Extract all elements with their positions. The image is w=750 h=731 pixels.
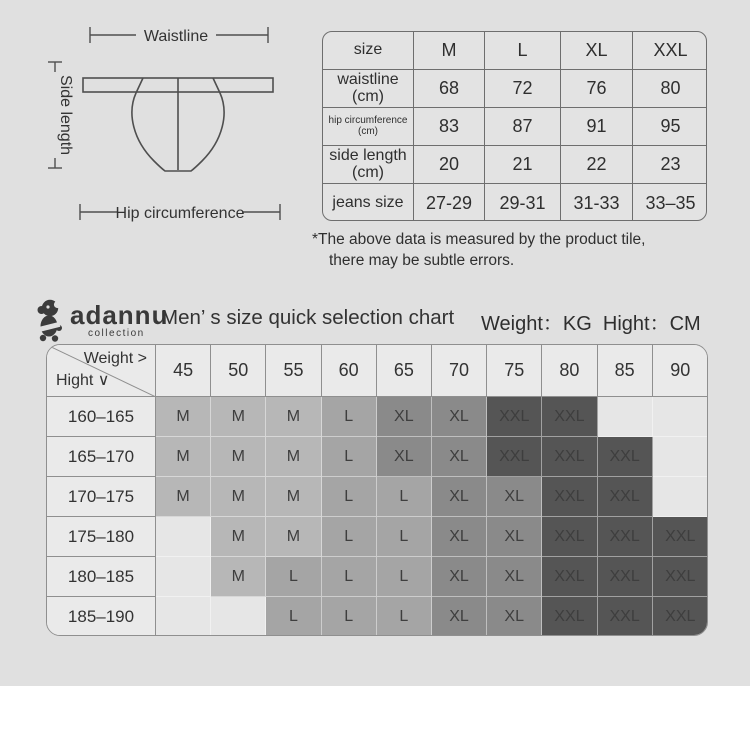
- matrix-size-cell: M: [211, 397, 266, 437]
- matrix-size-cell: [653, 477, 708, 517]
- matrix-size-cell: XL: [432, 557, 487, 597]
- size-table-value-cell: 29-31: [485, 184, 561, 221]
- matrix-size-cell: L: [322, 517, 377, 557]
- matrix-size-cell: M: [211, 517, 266, 557]
- matrix-weight-header: 45: [156, 345, 211, 397]
- row-label-unit: (cm): [352, 163, 384, 181]
- row-label-text: jeans size: [332, 193, 404, 211]
- matrix-weight-header: 90: [653, 345, 708, 397]
- matrix-size-cell: M: [266, 477, 321, 517]
- matrix-size-cell: XXL: [598, 597, 653, 636]
- matrix-size-cell: XL: [487, 477, 542, 517]
- size-table-value-cell: 91: [561, 108, 633, 146]
- matrix-size-cell: XL: [487, 557, 542, 597]
- matrix-size-cell: XL: [487, 597, 542, 636]
- size-table-value-cell: 80: [633, 70, 707, 108]
- matrix-size-cell: XXL: [598, 557, 653, 597]
- matrix-size-cell: M: [211, 437, 266, 477]
- side-length-label: Side length: [57, 74, 74, 156]
- size-table-column-header: M: [414, 32, 485, 70]
- size-table-value-cell: 21: [485, 146, 561, 184]
- chart-title: Men’ s size quick selection chart: [161, 306, 455, 329]
- matrix-size-cell: XL: [432, 397, 487, 437]
- matrix-size-cell: [598, 397, 653, 437]
- matrix-size-cell: [653, 437, 708, 477]
- matrix-size-cell: M: [156, 437, 211, 477]
- matrix-size-cell: L: [322, 597, 377, 636]
- size-table-value-cell: 23: [633, 146, 707, 184]
- matrix-size-cell: L: [377, 557, 432, 597]
- note-line-2: there may be subtle errors.: [329, 252, 515, 269]
- matrix-weight-header: 80: [542, 345, 597, 397]
- matrix-size-cell: XL: [377, 437, 432, 477]
- matrix-size-cell: [156, 517, 211, 557]
- matrix-size-cell: XXL: [542, 557, 597, 597]
- matrix-size-cell: XL: [377, 397, 432, 437]
- matrix-size-cell: XXL: [542, 477, 597, 517]
- size-table-column-header: XXL: [633, 32, 707, 70]
- matrix-weight-header: 85: [598, 345, 653, 397]
- matrix-size-cell: M: [156, 477, 211, 517]
- row-label-unit: (cm): [352, 87, 384, 105]
- matrix-size-cell: L: [377, 477, 432, 517]
- matrix-size-cell: L: [322, 437, 377, 477]
- matrix-size-cell: L: [322, 477, 377, 517]
- matrix-size-cell: XXL: [598, 517, 653, 557]
- size-table-row-label: [323, 108, 414, 146]
- size-table-value-cell: 27-29: [414, 184, 485, 221]
- matrix-size-cell: XXL: [487, 397, 542, 437]
- matrix-size-cell: L: [377, 517, 432, 557]
- thong-outline: [83, 78, 273, 171]
- size-table-column-header: XL: [561, 32, 633, 70]
- waistline-label: Waistline: [143, 28, 209, 45]
- matrix-size-cell: XL: [432, 437, 487, 477]
- matrix-size-cell: L: [266, 597, 321, 636]
- matrix-size-cell: XXL: [653, 517, 708, 557]
- size-table-value-cell: 83: [414, 108, 485, 146]
- matrix-size-cell: XXL: [598, 437, 653, 477]
- size-table-row-label: [323, 70, 414, 108]
- matrix-weight-header: 55: [266, 345, 321, 397]
- row-label-text: side length: [329, 146, 407, 164]
- matrix-size-cell: M: [211, 557, 266, 597]
- size-table-value-cell: 33–35: [645, 192, 696, 213]
- matrix-height-label: 160–165: [47, 397, 156, 437]
- matrix-size-cell: M: [266, 437, 321, 477]
- matrix-size-cell: XL: [432, 597, 487, 636]
- matrix-height-label: 185–190: [47, 597, 156, 636]
- matrix-size-cell: XXL: [653, 557, 708, 597]
- row-label-text: hip circumference: [328, 115, 408, 126]
- matrix-height-label: 175–180: [47, 517, 156, 557]
- matrix-size-cell: XXL: [653, 597, 708, 636]
- size-table-value-cell: 22: [561, 146, 633, 184]
- size-table-value-cell: 20: [414, 146, 485, 184]
- matrix-weight-header: 70: [432, 345, 487, 397]
- matrix-size-cell: M: [211, 477, 266, 517]
- corner-height-label: Hight ∨: [56, 372, 110, 389]
- size-table-corner-header: size: [323, 32, 414, 70]
- units-legend: Weight：KG Hight：CM: [481, 313, 701, 335]
- matrix-weight-header: 65: [377, 345, 432, 397]
- matrix-size-cell: M: [156, 397, 211, 437]
- matrix-weight-header: 60: [322, 345, 377, 397]
- corner-weight-label: Weight >: [83, 350, 147, 367]
- row-label-unit: (cm): [358, 125, 378, 137]
- thong-measurement-diagram: [0, 10, 310, 240]
- matrix-size-cell: L: [322, 397, 377, 437]
- hip-circumference-label: Hip circumference: [115, 205, 245, 222]
- matrix-size-cell: M: [266, 517, 321, 557]
- size-table-value-cell: 95: [633, 108, 707, 146]
- size-table-row-label: [323, 146, 414, 184]
- matrix-size-cell: XXL: [542, 517, 597, 557]
- measurement-note: [312, 229, 712, 271]
- matrix-corner-cell: [47, 345, 156, 397]
- matrix-size-cell: L: [322, 557, 377, 597]
- size-table-row-label: [323, 184, 414, 221]
- matrix-size-cell: [211, 597, 266, 636]
- brand-subtitle: collection: [88, 328, 145, 339]
- size-table-value-cell: 87: [485, 108, 561, 146]
- matrix-size-cell: XXL: [487, 437, 542, 477]
- matrix-size-cell: XXL: [542, 597, 597, 636]
- size-table-value-cell: 72: [485, 70, 561, 108]
- matrix-height-label: 170–175: [47, 477, 156, 517]
- matrix-size-cell: [156, 597, 211, 636]
- size-table-value-cell: 31-33: [561, 184, 633, 221]
- matrix-height-label: 180–185: [47, 557, 156, 597]
- matrix-size-cell: L: [377, 597, 432, 636]
- size-table-value-cell: 68: [414, 70, 485, 108]
- matrix-size-cell: XXL: [542, 397, 597, 437]
- size-table-column-header: L: [485, 32, 561, 70]
- matrix-size-cell: XL: [432, 517, 487, 557]
- matrix-weight-header: 50: [211, 345, 266, 397]
- size-selection-matrix: [46, 344, 708, 636]
- matrix-size-cell: XL: [432, 477, 487, 517]
- matrix-weight-header: 75: [487, 345, 542, 397]
- note-line-1: *The above data is measured by the product tile,: [312, 231, 646, 248]
- matrix-size-cell: [156, 557, 211, 597]
- size-spec-table: [322, 31, 707, 221]
- matrix-size-cell: M: [266, 397, 321, 437]
- matrix-size-cell: XL: [487, 517, 542, 557]
- brand-name: adannu: [70, 300, 169, 330]
- matrix-size-cell: [653, 397, 708, 437]
- matrix-height-label: 165–170: [47, 437, 156, 477]
- matrix-size-cell: XXL: [542, 437, 597, 477]
- matrix-size-cell: XXL: [598, 477, 653, 517]
- matrix-size-cell: L: [266, 557, 321, 597]
- size-table-value-cell: 76: [561, 70, 633, 108]
- row-label-text: waistline: [337, 70, 399, 88]
- brand-monkey-logo-icon: [35, 298, 67, 342]
